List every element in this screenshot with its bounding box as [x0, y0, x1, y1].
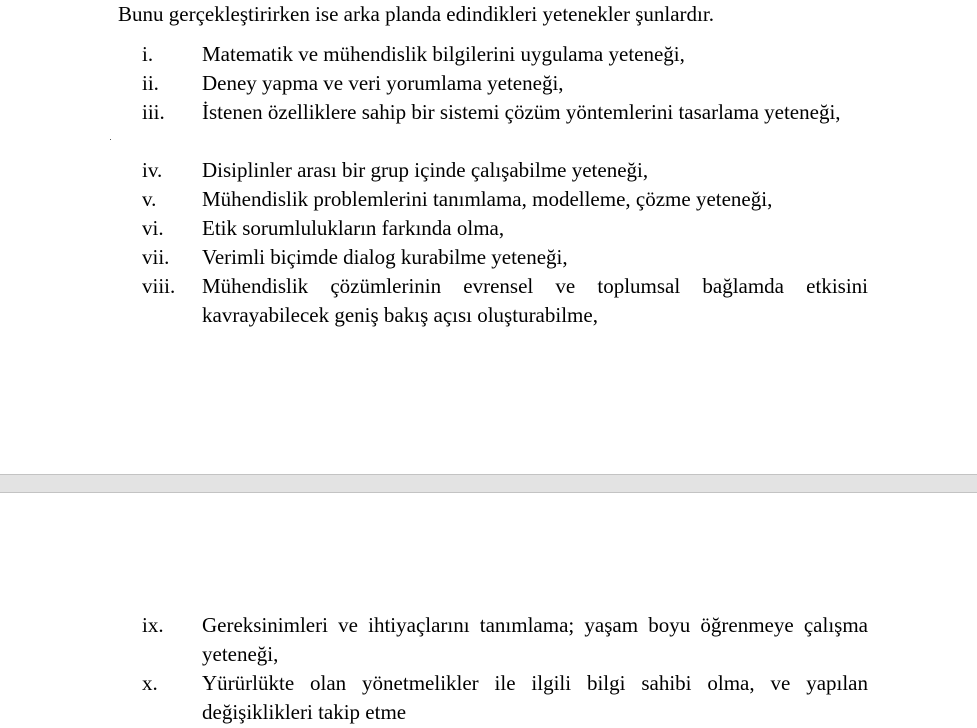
list-text: İstenen özelliklere sahip bir sistemi çözüm yöntemlerini tasarlama yeteneği,	[202, 100, 841, 124]
list-item	[142, 40, 868, 69]
list-number: i.	[142, 42, 154, 66]
list-item	[142, 185, 868, 214]
page-break-separator	[0, 474, 977, 493]
list-item	[142, 156, 868, 185]
list-item	[142, 98, 868, 127]
document-page-2	[0, 494, 977, 728]
list-text: Disiplinler arası bir grup içinde çalışabilme yeteneği,	[202, 158, 649, 182]
list-text: Verimli biçimde dialog kurabilme yeteneği,	[202, 245, 568, 269]
list-text: Mühendislik çözümlerinin evrensel ve toplumsal bağlamda etkisini kavrayabilecek geniş bakış açısı oluşturabilme,	[202, 274, 868, 327]
list-text: Deney yapma ve veri yorumlama yeteneği,	[202, 71, 564, 95]
list-number: iv.	[142, 158, 163, 182]
list-number: v.	[142, 187, 157, 211]
list-item	[142, 214, 868, 243]
list-text: Gereksinimleri ve ihtiyaçlarını tanımlama; yaşam boyu öğrenmeye çalışma yeteneği,	[202, 613, 868, 666]
intro-paragraph: Bunu gerçekleştirirken ise arka planda edindikleri yetenekler şunlardır.	[118, 2, 714, 26]
list-number: x.	[142, 671, 158, 695]
list-text: Mühendislik problemlerini tanımlama, modelleme, çözme yeteneği,	[202, 187, 773, 211]
formatting-mark	[110, 139, 111, 140]
list-item	[142, 272, 868, 330]
list-number: iii.	[142, 100, 165, 124]
list-number: viii.	[142, 274, 176, 298]
list-number: ii.	[142, 71, 159, 95]
list-text: Matematik ve mühendislik bilgilerini uygulama yeteneği,	[202, 42, 685, 66]
list-item	[142, 243, 868, 272]
list-item	[142, 611, 868, 669]
list-text: Yürürlükte olan yönetmelikler ile ilgili bilgi sahibi olma, ve yapılan değişiklikleri takip etme	[202, 671, 868, 724]
list-text: Etik sorumlulukların farkında olma,	[202, 216, 505, 240]
list-number: vii.	[142, 245, 170, 269]
list-item	[142, 669, 868, 727]
list-item	[142, 69, 868, 98]
list-number: vi.	[142, 216, 164, 240]
list-number: ix.	[142, 613, 164, 637]
